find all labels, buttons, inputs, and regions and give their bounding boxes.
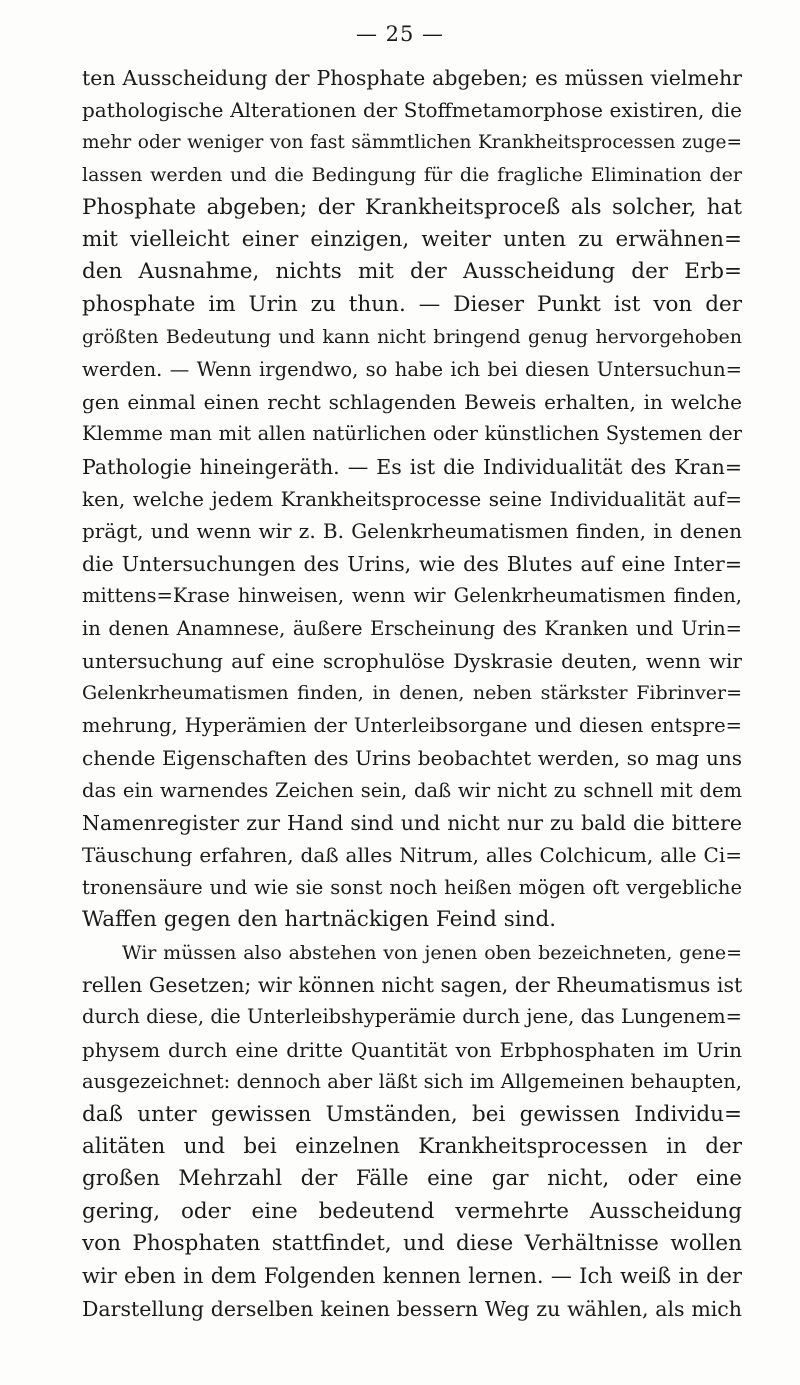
text-line: mit vielleicht einer einzigen, weiter unten zu erwähnen=: [82, 226, 742, 252]
text-line: gen einmal einen recht schlagenden Beweis erhalten, in welche: [82, 389, 742, 414]
page-number: — 25 —: [355, 22, 445, 46]
text-line: mittens=Krase hinweisen, wenn wir Gelenkrheumatismen finden,: [82, 584, 742, 608]
text-line: phosphate im Urin zu thun. — Dieser Punkt ist von der: [82, 291, 742, 317]
text-line: chende Eigenschaften des Urins beobachtet werden, so mag uns: [82, 746, 742, 771]
text-line: Pathologie hineingeräth. — Es ist die Individualität des Kran=: [82, 454, 742, 479]
text-line: großen Mehrzahl der Fälle eine gar nicht, oder eine: [82, 1166, 742, 1192]
text-line: ken, welche jedem Krankheitsprocesse seine Individualität auf=: [82, 487, 742, 512]
text-line: tronensäure und wie sie sonst noch heißen mögen oft vergebliche: [82, 875, 742, 899]
text-line: wir eben in dem Folgenden kennen lernen. — Ich weiß in der: [82, 1264, 742, 1289]
text-line: die Untersuchungen des Urins, wie des Blutes auf eine Inter=: [82, 551, 742, 576]
text-line: pathologische Alterationen der Stoffmetamorphose existiren, die: [82, 98, 742, 123]
paragraph-end-line: Waffen gegen den hartnäckigen Feind sind.: [82, 907, 557, 933]
text-line: prägt, und wenn wir z. B. Gelenkrheumatismen finden, in denen: [82, 519, 742, 544]
text-line: mehrung, Hyperämien der Unterleibsorgane und diesen entspre=: [82, 713, 742, 737]
paragraph-start-line: Wir müssen also abstehen von jenen oben bezeichneten, gene=: [122, 941, 742, 964]
text-line: ten Ausscheidung der Phosphate abgeben; es müssen vielmehr: [82, 66, 742, 90]
text-line: das ein warnendes Zeichen sein, daß wir nicht zu schnell mit dem: [82, 778, 742, 802]
text-line: lassen werden und die Bedingung für die fragliche Elimination der: [82, 164, 742, 187]
text-line: ausgezeichnet: dennoch aber läßt sich im Allgemeinen behaupten,: [82, 1070, 742, 1094]
text-line: Darstellung derselben keinen bessern Weg zu wählen, als mich: [82, 1296, 742, 1321]
text-line: mehr oder weniger von fast sämmtlichen Krankheitsprocessen zuge=: [82, 131, 742, 153]
text-line: Klemme man mit allen natürlichen oder künstlichen Systemen der: [82, 422, 742, 446]
text-line: alitäten und bei einzelnen Krankheitsprocessen in der: [82, 1133, 742, 1159]
text-line: rellen Gesetzen; wir können nicht sagen, der Rheumatismus ist: [82, 972, 742, 997]
text-line: von Phosphaten stattfindet, und diese Verhältnisse wollen: [82, 1231, 742, 1257]
body-text: [82, 62, 742, 1325]
text-line: untersuchung auf eine scrophulöse Dyskrasie deuten, wenn wir: [82, 649, 742, 674]
text-line: größten Bedeutung und kann nicht bringend genug hervorgehoben: [82, 326, 742, 349]
text-line: durch diese, die Unterleibshyperämie durch jene, das Lungenem=: [82, 1005, 742, 1029]
text-line: in denen Anamnese, äußere Erscheinung des Kranken und Urin=: [82, 616, 742, 640]
text-line: daß unter gewissen Umständen, bei gewissen Individu=: [82, 1101, 742, 1127]
text-line: Gelenkrheumatismen finden, in denen, neben stärkster Fibrinver=: [82, 682, 742, 705]
text-line: physem durch eine dritte Quantität von Erbphosphaten im Urin: [82, 1037, 742, 1062]
text-line: Phosphate abgeben; der Krankheitsproceß als solcher, hat: [82, 194, 742, 220]
text-line: Täuschung erfahren, daß alles Nitrum, alles Colchicum, alle Ci=: [82, 843, 742, 868]
text-line: werden. — Wenn irgendwo, so habe ich bei diesen Untersuchun=: [82, 357, 742, 381]
text-line: den Ausnahme, nichts mit der Ausscheidung der Erb=: [82, 259, 742, 285]
text-line: gering, oder eine bedeutend vermehrte Ausscheidung: [82, 1198, 742, 1224]
text-line: Namenregister zur Hand sind und nicht nur zu bald die bittere: [82, 810, 742, 835]
